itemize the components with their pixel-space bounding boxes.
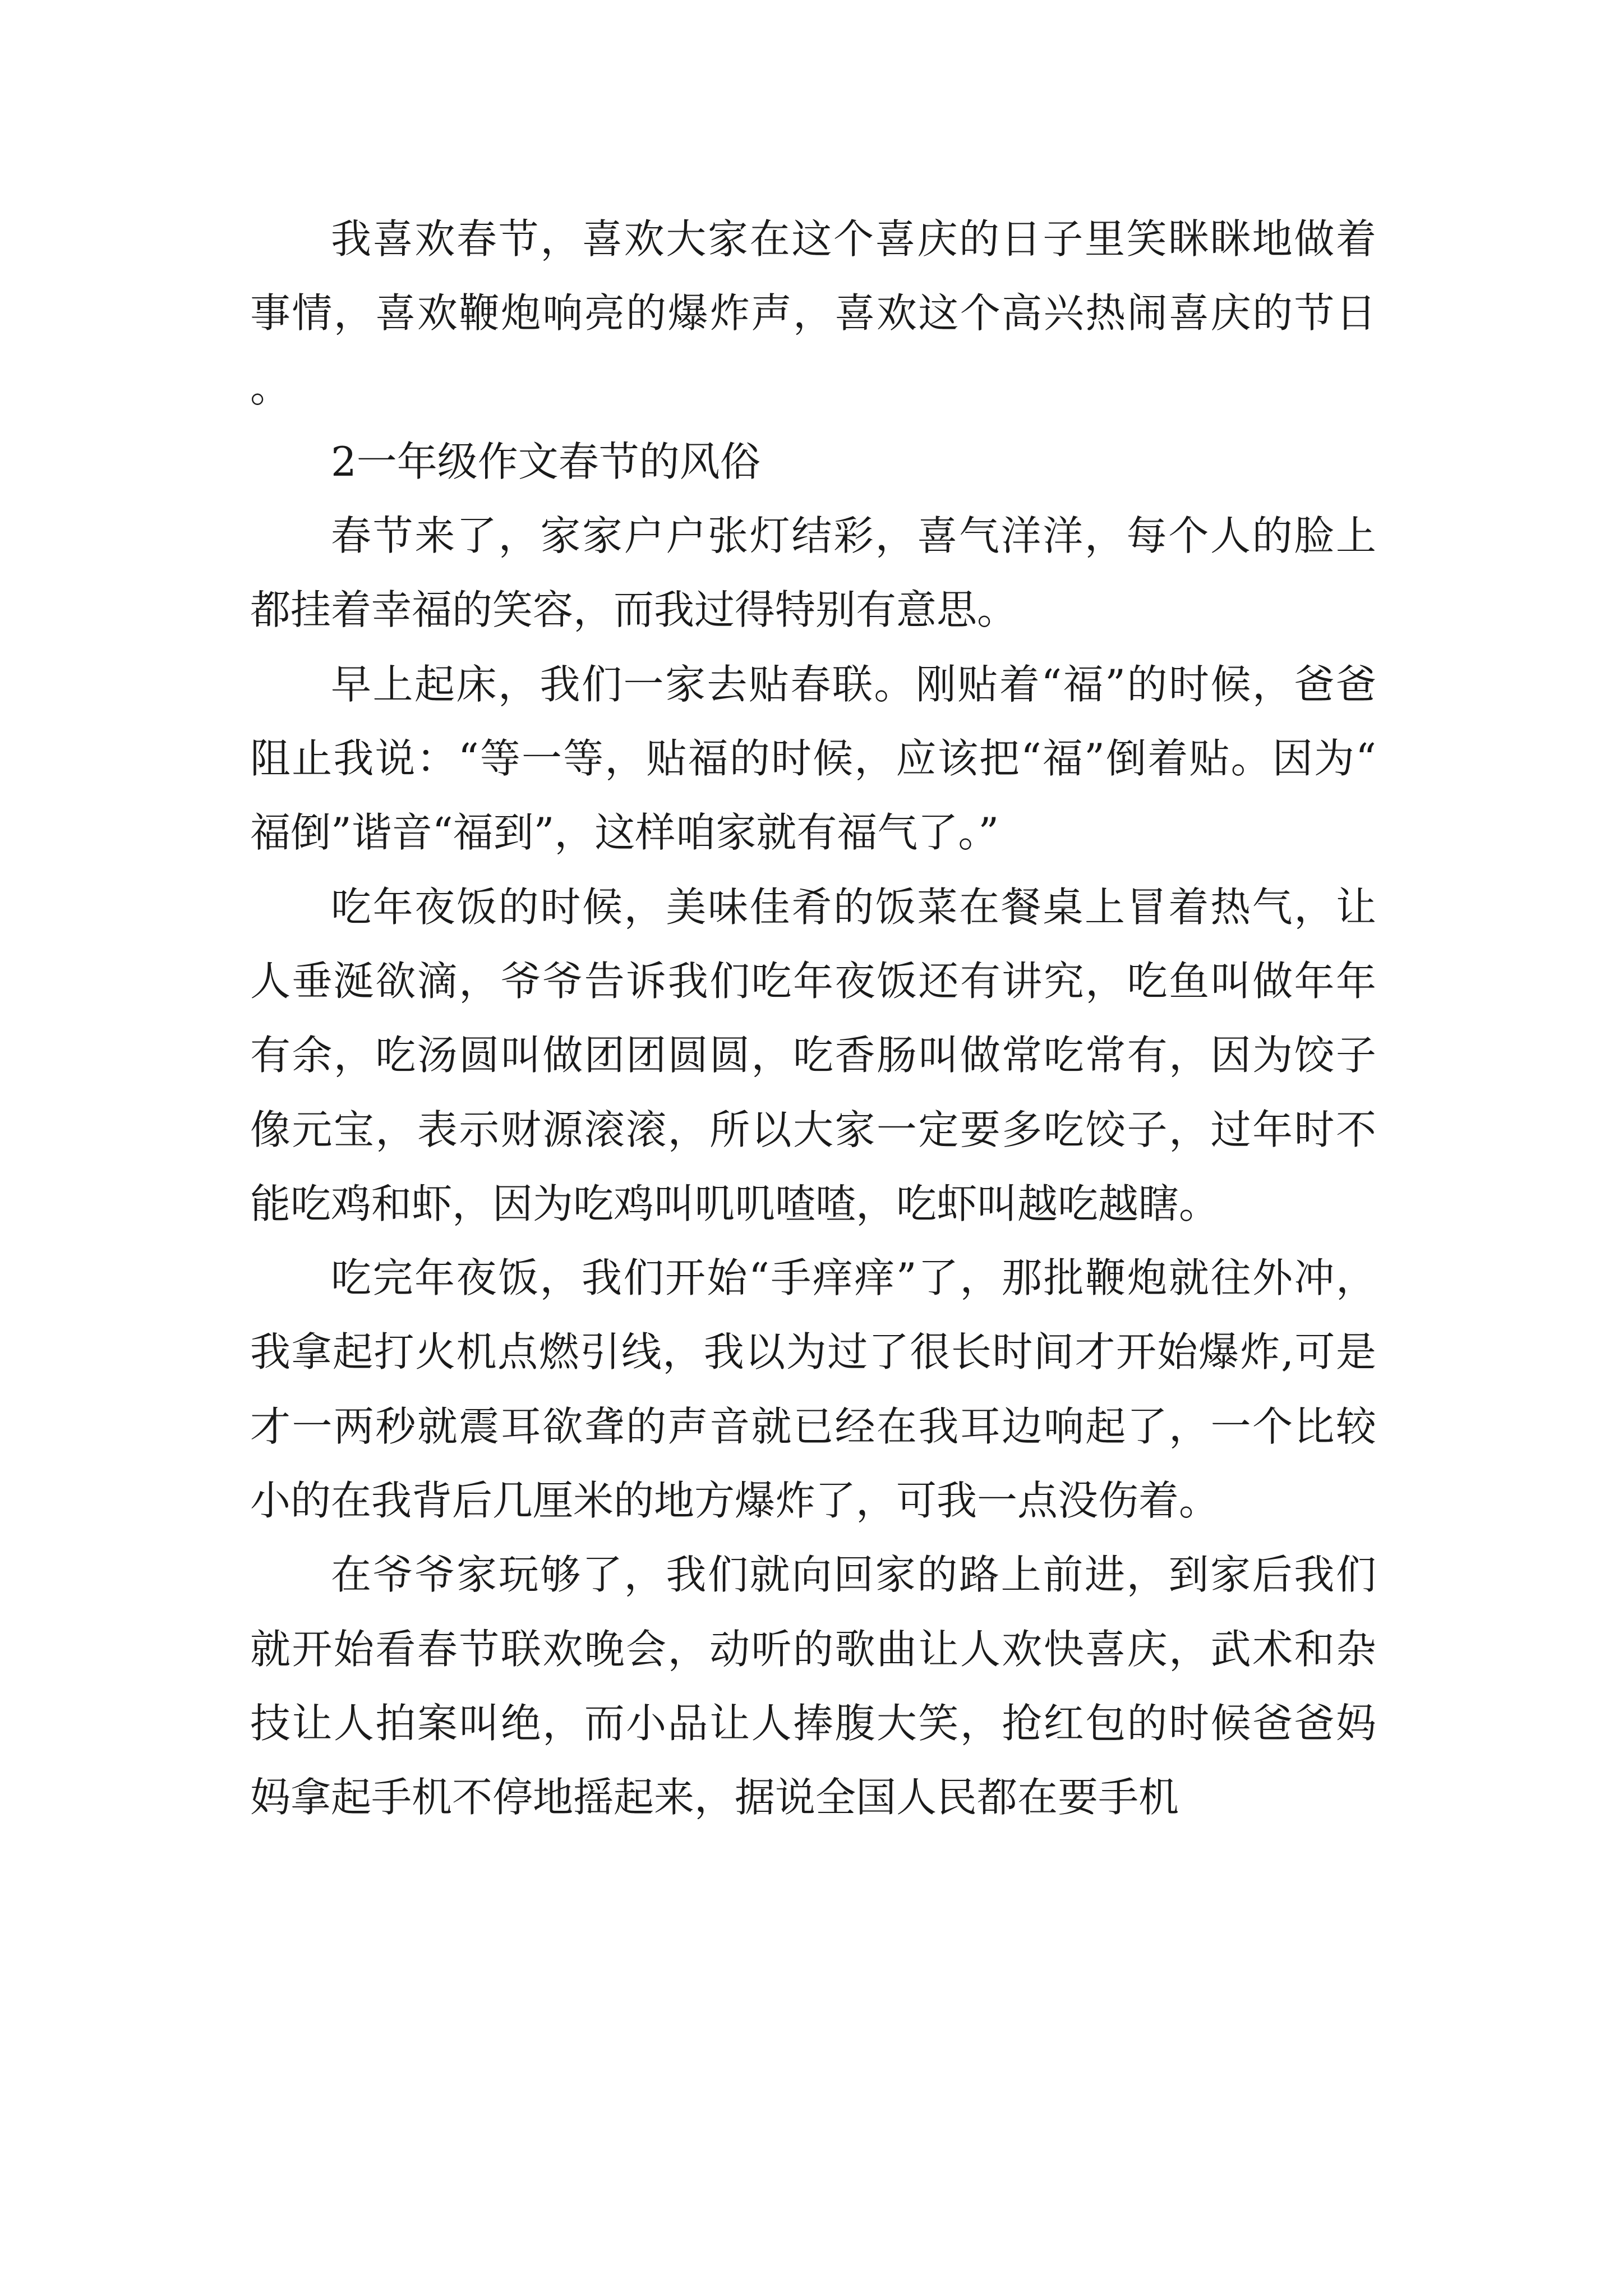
paragraph: 春节来了，家家户户张灯结彩，喜气洋洋，每个人的脸上都挂着幸福的笑容，而我过得特别有意思。 (250, 512, 1376, 634)
paragraph: 我喜欢春节，喜欢大家在这个喜庆的日子里笑眯眯地做着事情，喜欢鞭炮响亮的爆炸声，喜欢这个高兴热闹喜庆的节日。 (250, 215, 1376, 411)
paragraph: 在爷爷家玩够了，我们就向回家的路上前进，到家后我们就开始看春节联欢晚会，动听的歌曲让人欢快喜庆，武术和杂技让人拍案叫绝，而小品让人捧腹大笑，抢红包的时候爸爸妈妈拿起手机不停地摇起来，据说全国人民都在要手机 (250, 1551, 1376, 1821)
paragraph: 早上起床，我们一家去贴春联。刚贴着“福”的时候，爸爸阻止我说：“等一等，贴福的时候，应该把“福”倒着贴。因为“福倒”谐音“福到”，这样咱家就有福气了。” (250, 660, 1376, 857)
section-heading: 2一年级作文春节的风俗 (331, 438, 760, 485)
paragraph: 吃完年夜饭，我们开始“手痒痒”了，那批鞭炮就往外冲，我拿起打火机点燃引线，我以为过了很长时间才开始爆炸,可是才一两秒就震耳欲聋的声音就已经在我耳边响起了，一个比较小的在我背后几厘米的地方爆炸了，可我一点没伤着。 (250, 1254, 1376, 1525)
document-body (250, 202, 1376, 1835)
paragraph: 吃年夜饭的时候，美味佳肴的饭菜在餐桌上冒着热气，让人垂涎欲滴，爷爷告诉我们吃年夜饭还有讲究，吃鱼叫做年年有余，吃汤圆叫做团团圆圆，吃香肠叫做常吃常有，因为饺子像元宝，表示财源滚滚，所以大家一定要多吃饺子，过年时不能吃鸡和虾，因为吃鸡叫叽叽喳喳，吃虾叫越吃越瞎。 (250, 883, 1376, 1227)
